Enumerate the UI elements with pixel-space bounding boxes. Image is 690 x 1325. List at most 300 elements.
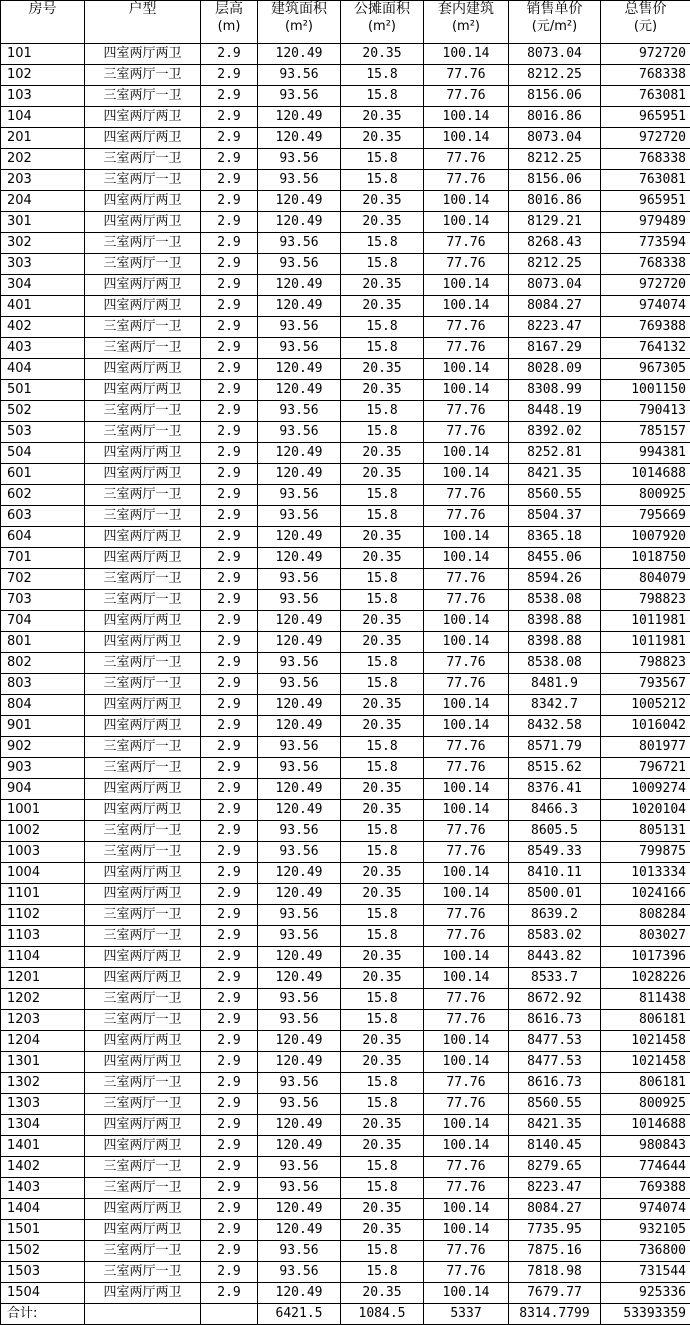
cell-build-area: 120.49	[258, 107, 341, 128]
cell-unit-price: 7818.98	[509, 1262, 601, 1283]
cell-room: 1504	[1, 1283, 85, 1304]
cell-shared-area: 15.8	[341, 170, 424, 191]
cell-room: 101	[1, 44, 85, 65]
cell-build-area: 93.56	[258, 170, 341, 191]
cell-build-area: 120.49	[258, 380, 341, 401]
cell-unit-price: 8672.92	[509, 989, 601, 1010]
cell-inner-area: 77.76	[424, 1094, 509, 1115]
cell-room: 1201	[1, 968, 85, 989]
cell-type: 四室两厅两卫	[85, 947, 201, 968]
cell-inner-area: 77.76	[424, 506, 509, 527]
cell-shared-area: 15.8	[341, 65, 424, 86]
cell-height: 2.9	[201, 1262, 258, 1283]
cell-shared-area: 20.35	[341, 527, 424, 548]
cell-unit-price: 8583.02	[509, 926, 601, 947]
cell-height: 2.9	[201, 149, 258, 170]
cell-build-area: 93.56	[258, 905, 341, 926]
cell-unit-price: 8212.25	[509, 149, 601, 170]
cell-height: 2.9	[201, 989, 258, 1010]
cell-room: 804	[1, 695, 85, 716]
cell-room: 1202	[1, 989, 85, 1010]
cell-shared-area: 15.8	[341, 401, 424, 422]
cell-room: 1004	[1, 863, 85, 884]
header-build-area: 建筑面积 (m²)	[258, 1, 341, 44]
header-room: 房号	[1, 1, 85, 44]
table-row	[1, 128, 690, 149]
cell-shared-area: 15.8	[341, 821, 424, 842]
cell-unit-price: 8308.99	[509, 380, 601, 401]
cell-build-area: 93.56	[258, 1178, 341, 1199]
cell-height: 2.9	[201, 695, 258, 716]
cell-room: 303	[1, 254, 85, 275]
cell-unit-price: 7875.16	[509, 1241, 601, 1262]
cell-height: 2.9	[201, 65, 258, 86]
cell-build-area: 93.56	[258, 1157, 341, 1178]
header-row	[1, 1, 690, 44]
cell-shared-area: 15.8	[341, 905, 424, 926]
cell-build-area: 93.56	[258, 821, 341, 842]
cell-inner-area: 100.14	[424, 443, 509, 464]
cell-build-area: 120.49	[258, 191, 341, 212]
cell-unit-price: 8448.19	[509, 401, 601, 422]
cell-total-price: 1021458	[601, 1031, 690, 1052]
table-row	[1, 191, 690, 212]
cell-build-area: 93.56	[258, 254, 341, 275]
cell-room: 1002	[1, 821, 85, 842]
cell-height: 2.9	[201, 905, 258, 926]
cell-room: 1302	[1, 1073, 85, 1094]
cell-build-area: 93.56	[258, 338, 341, 359]
cell-inner-area: 100.14	[424, 275, 509, 296]
cell-room: 701	[1, 548, 85, 569]
cell-inner-area: 77.76	[424, 422, 509, 443]
cell-inner-area: 100.14	[424, 1031, 509, 1052]
cell-total-price: 801977	[601, 737, 690, 758]
cell-total-price: 925336	[601, 1283, 690, 1304]
cell-unit-price: 8167.29	[509, 338, 601, 359]
cell-build-area: 120.49	[258, 611, 341, 632]
cell-height: 2.9	[201, 863, 258, 884]
cell-type: 三室两厅一卫	[85, 821, 201, 842]
cell-room: 504	[1, 443, 85, 464]
cell-type: 三室两厅一卫	[85, 401, 201, 422]
cell-unit-price: 8560.55	[509, 485, 601, 506]
cell-total-price: 731544	[601, 1262, 690, 1283]
cell-inner-area: 77.76	[424, 1010, 509, 1031]
cell-height: 2.9	[201, 779, 258, 800]
cell-room: 1304	[1, 1115, 85, 1136]
cell-height: 2.9	[201, 401, 258, 422]
cell-unit-price: 8279.65	[509, 1157, 601, 1178]
cell-unit-price: 8376.41	[509, 779, 601, 800]
cell-unit-price: 8268.43	[509, 233, 601, 254]
cell-unit-price: 8398.88	[509, 632, 601, 653]
cell-shared-area: 15.8	[341, 653, 424, 674]
cell-shared-area: 20.35	[341, 863, 424, 884]
cell-shared-area: 15.8	[341, 317, 424, 338]
cell-shared-area: 15.8	[341, 485, 424, 506]
cell-height: 2.9	[201, 968, 258, 989]
cell-type: 三室两厅一卫	[85, 149, 201, 170]
cell-type: 三室两厅一卫	[85, 1262, 201, 1283]
cell-height: 2.9	[201, 233, 258, 254]
cell-shared-area: 15.8	[341, 1073, 424, 1094]
cell-build-area: 120.49	[258, 863, 341, 884]
cell-build-area: 93.56	[258, 65, 341, 86]
table-row	[1, 611, 690, 632]
cell-build-area: 93.56	[258, 233, 341, 254]
cell-unit-price: 8421.35	[509, 1115, 601, 1136]
cell-build-area: 120.49	[258, 548, 341, 569]
cell-height: 2.9	[201, 1157, 258, 1178]
cell-shared-area: 20.35	[341, 191, 424, 212]
cell-total-price: 1007920	[601, 527, 690, 548]
cell-total-price: 796721	[601, 758, 690, 779]
cell-build-area: 120.49	[258, 464, 341, 485]
cell-unit-price: 8129.21	[509, 212, 601, 233]
cell-shared-area: 15.8	[341, 506, 424, 527]
table-row	[1, 863, 690, 884]
cell-inner-area: 77.76	[424, 254, 509, 275]
cell-total-price: 1020104	[601, 800, 690, 821]
cell-build-area: 120.49	[258, 359, 341, 380]
table-row	[1, 842, 690, 863]
cell-type: 三室两厅一卫	[85, 1010, 201, 1031]
cell-build-area: 120.49	[258, 527, 341, 548]
table-row	[1, 254, 690, 275]
cell-height: 2.9	[201, 443, 258, 464]
cell-inner-area: 77.76	[424, 737, 509, 758]
cell-total-price: 806181	[601, 1010, 690, 1031]
cell-room: 903	[1, 758, 85, 779]
cell-total-price: 972720	[601, 275, 690, 296]
cell-type: 三室两厅一卫	[85, 737, 201, 758]
cell-inner-area: 77.76	[424, 674, 509, 695]
cell-height: 2.9	[201, 422, 258, 443]
cell-build-area: 120.49	[258, 1136, 341, 1157]
summary-inner-area: 5337	[424, 1304, 509, 1325]
cell-unit-price: 7735.95	[509, 1220, 601, 1241]
cell-type: 四室两厅两卫	[85, 1031, 201, 1052]
summary-row	[1, 1304, 690, 1325]
cell-inner-area: 77.76	[424, 338, 509, 359]
cell-inner-area: 100.14	[424, 884, 509, 905]
cell-total-price: 773594	[601, 233, 690, 254]
table-row	[1, 590, 690, 611]
cell-total-price: 1011981	[601, 611, 690, 632]
cell-inner-area: 77.76	[424, 821, 509, 842]
table-row	[1, 464, 690, 485]
cell-height: 2.9	[201, 359, 258, 380]
cell-unit-price: 8477.53	[509, 1052, 601, 1073]
cell-total-price: 1017396	[601, 947, 690, 968]
cell-type: 三室两厅一卫	[85, 569, 201, 590]
table-row	[1, 485, 690, 506]
cell-room: 604	[1, 527, 85, 548]
cell-inner-area: 100.14	[424, 128, 509, 149]
cell-total-price: 795669	[601, 506, 690, 527]
cell-room: 1101	[1, 884, 85, 905]
cell-height: 2.9	[201, 716, 258, 737]
cell-height: 2.9	[201, 527, 258, 548]
cell-room: 1102	[1, 905, 85, 926]
table-row	[1, 674, 690, 695]
cell-shared-area: 15.8	[341, 569, 424, 590]
header-height: 层高 (m)	[201, 1, 258, 44]
cell-shared-area: 20.35	[341, 296, 424, 317]
cell-inner-area: 77.76	[424, 233, 509, 254]
table-row	[1, 779, 690, 800]
summary-unit-price: 8314.7799	[509, 1304, 601, 1325]
cell-total-price: 806181	[601, 1073, 690, 1094]
header-unit-price-unit: (元/m²)	[511, 18, 598, 35]
cell-total-price: 799875	[601, 842, 690, 863]
cell-room: 104	[1, 107, 85, 128]
cell-build-area: 93.56	[258, 485, 341, 506]
cell-shared-area: 20.35	[341, 947, 424, 968]
cell-shared-area: 15.8	[341, 842, 424, 863]
cell-shared-area: 15.8	[341, 338, 424, 359]
cell-shared-area: 20.35	[341, 800, 424, 821]
cell-total-price: 768338	[601, 254, 690, 275]
table-row	[1, 1283, 690, 1304]
cell-unit-price: 8515.62	[509, 758, 601, 779]
table-row	[1, 1115, 690, 1136]
table-row	[1, 170, 690, 191]
cell-height: 2.9	[201, 254, 258, 275]
cell-build-area: 120.49	[258, 212, 341, 233]
cell-build-area: 93.56	[258, 1010, 341, 1031]
cell-inner-area: 77.76	[424, 401, 509, 422]
cell-total-price: 1014688	[601, 1115, 690, 1136]
cell-build-area: 93.56	[258, 1073, 341, 1094]
cell-inner-area: 100.14	[424, 548, 509, 569]
cell-shared-area: 20.35	[341, 212, 424, 233]
cell-shared-area: 15.8	[341, 1157, 424, 1178]
table-row	[1, 1073, 690, 1094]
cell-build-area: 93.56	[258, 1241, 341, 1262]
cell-inner-area: 100.14	[424, 611, 509, 632]
cell-height: 2.9	[201, 212, 258, 233]
cell-build-area: 120.49	[258, 128, 341, 149]
cell-build-area: 93.56	[258, 401, 341, 422]
cell-inner-area: 77.76	[424, 842, 509, 863]
cell-height: 2.9	[201, 1136, 258, 1157]
cell-type: 三室两厅一卫	[85, 926, 201, 947]
cell-height: 2.9	[201, 758, 258, 779]
cell-unit-price: 8538.08	[509, 653, 601, 674]
cell-height: 2.9	[201, 1199, 258, 1220]
cell-inner-area: 77.76	[424, 485, 509, 506]
cell-shared-area: 15.8	[341, 1094, 424, 1115]
cell-height: 2.9	[201, 128, 258, 149]
cell-unit-price: 8477.53	[509, 1031, 601, 1052]
cell-total-price: 1001150	[601, 380, 690, 401]
cell-build-area: 93.56	[258, 506, 341, 527]
table-row	[1, 1031, 690, 1052]
header-shared-area: 公摊面积 (m²)	[341, 1, 424, 44]
cell-room: 1404	[1, 1199, 85, 1220]
cell-inner-area: 100.14	[424, 44, 509, 65]
cell-type: 四室两厅两卫	[85, 1283, 201, 1304]
cell-height: 2.9	[201, 296, 258, 317]
cell-unit-price: 8533.7	[509, 968, 601, 989]
cell-height: 2.9	[201, 548, 258, 569]
cell-shared-area: 15.8	[341, 254, 424, 275]
cell-inner-area: 77.76	[424, 1157, 509, 1178]
cell-total-price: 800925	[601, 1094, 690, 1115]
cell-height: 2.9	[201, 86, 258, 107]
table-row	[1, 905, 690, 926]
cell-height: 2.9	[201, 1010, 258, 1031]
cell-unit-price: 8421.35	[509, 464, 601, 485]
cell-build-area: 120.49	[258, 968, 341, 989]
table-row	[1, 380, 690, 401]
cell-room: 1104	[1, 947, 85, 968]
table-row	[1, 1052, 690, 1073]
cell-room: 403	[1, 338, 85, 359]
cell-inner-area: 77.76	[424, 149, 509, 170]
cell-height: 2.9	[201, 1052, 258, 1073]
cell-unit-price: 8432.58	[509, 716, 601, 737]
table-row	[1, 737, 690, 758]
cell-type: 三室两厅一卫	[85, 1157, 201, 1178]
cell-type: 四室两厅两卫	[85, 464, 201, 485]
cell-unit-price: 7679.77	[509, 1283, 601, 1304]
cell-height: 2.9	[201, 275, 258, 296]
cell-height: 2.9	[201, 107, 258, 128]
cell-shared-area: 20.35	[341, 779, 424, 800]
cell-height: 2.9	[201, 653, 258, 674]
cell-inner-area: 100.14	[424, 695, 509, 716]
table-row	[1, 569, 690, 590]
cell-type: 四室两厅两卫	[85, 632, 201, 653]
cell-shared-area: 20.35	[341, 1283, 424, 1304]
cell-unit-price: 8605.5	[509, 821, 601, 842]
cell-build-area: 93.56	[258, 422, 341, 443]
cell-build-area: 93.56	[258, 590, 341, 611]
cell-total-price: 1024166	[601, 884, 690, 905]
cell-unit-price: 8252.81	[509, 443, 601, 464]
cell-room: 1003	[1, 842, 85, 863]
cell-build-area: 93.56	[258, 758, 341, 779]
cell-type: 四室两厅两卫	[85, 443, 201, 464]
cell-inner-area: 100.14	[424, 1115, 509, 1136]
cell-room: 602	[1, 485, 85, 506]
cell-build-area: 93.56	[258, 989, 341, 1010]
cell-total-price: 1018750	[601, 548, 690, 569]
cell-inner-area: 100.14	[424, 107, 509, 128]
cell-inner-area: 100.14	[424, 1283, 509, 1304]
cell-room: 1103	[1, 926, 85, 947]
cell-total-price: 965951	[601, 191, 690, 212]
table-row	[1, 695, 690, 716]
cell-shared-area: 20.35	[341, 464, 424, 485]
cell-height: 2.9	[201, 821, 258, 842]
cell-type: 三室两厅一卫	[85, 1241, 201, 1262]
cell-total-price: 790413	[601, 401, 690, 422]
header-inner-area-unit: (m²)	[426, 18, 506, 35]
cell-type: 四室两厅两卫	[85, 275, 201, 296]
cell-type: 三室两厅一卫	[85, 233, 201, 254]
table-row	[1, 716, 690, 737]
cell-build-area: 120.49	[258, 884, 341, 905]
table-row	[1, 233, 690, 254]
cell-shared-area: 15.8	[341, 989, 424, 1010]
table-row	[1, 926, 690, 947]
header-type: 户型	[85, 1, 201, 44]
cell-type: 三室两厅一卫	[85, 254, 201, 275]
cell-shared-area: 20.35	[341, 275, 424, 296]
cell-inner-area: 77.76	[424, 989, 509, 1010]
header-total-price: 总售价 (元)	[601, 1, 690, 44]
cell-room: 404	[1, 359, 85, 380]
cell-unit-price: 8560.55	[509, 1094, 601, 1115]
cell-unit-price: 8398.88	[509, 611, 601, 632]
cell-type: 四室两厅两卫	[85, 107, 201, 128]
cell-inner-area: 77.76	[424, 86, 509, 107]
cell-height: 2.9	[201, 926, 258, 947]
table-row	[1, 989, 690, 1010]
table-row	[1, 65, 690, 86]
cell-build-area: 120.49	[258, 716, 341, 737]
cell-room: 301	[1, 212, 85, 233]
cell-height: 2.9	[201, 1094, 258, 1115]
cell-unit-price: 8084.27	[509, 1199, 601, 1220]
cell-build-area: 120.49	[258, 632, 341, 653]
cell-unit-price: 8073.04	[509, 44, 601, 65]
cell-build-area: 120.49	[258, 947, 341, 968]
cell-shared-area: 15.8	[341, 1010, 424, 1031]
cell-height: 2.9	[201, 1115, 258, 1136]
cell-shared-area: 15.8	[341, 86, 424, 107]
cell-total-price: 1005212	[601, 695, 690, 716]
summary-type	[85, 1304, 201, 1325]
header-total-price-unit: (元)	[603, 18, 688, 35]
cell-total-price: 1009274	[601, 779, 690, 800]
table-row	[1, 1220, 690, 1241]
header-inner-area: 套内建筑 (m²)	[424, 1, 509, 44]
cell-total-price: 774644	[601, 1157, 690, 1178]
cell-type: 三室两厅一卫	[85, 674, 201, 695]
cell-type: 三室两厅一卫	[85, 338, 201, 359]
cell-shared-area: 20.35	[341, 128, 424, 149]
cell-inner-area: 77.76	[424, 926, 509, 947]
cell-height: 2.9	[201, 485, 258, 506]
cell-type: 三室两厅一卫	[85, 170, 201, 191]
cell-type: 四室两厅两卫	[85, 779, 201, 800]
cell-inner-area: 100.14	[424, 779, 509, 800]
cell-total-price: 1028226	[601, 968, 690, 989]
cell-unit-price: 8549.33	[509, 842, 601, 863]
cell-type: 四室两厅两卫	[85, 1136, 201, 1157]
cell-unit-price: 8410.11	[509, 863, 601, 884]
cell-shared-area: 20.35	[341, 1052, 424, 1073]
cell-inner-area: 77.76	[424, 905, 509, 926]
cell-room: 402	[1, 317, 85, 338]
cell-shared-area: 15.8	[341, 590, 424, 611]
cell-unit-price: 8443.82	[509, 947, 601, 968]
cell-total-price: 736800	[601, 1241, 690, 1262]
cell-unit-price: 8156.06	[509, 86, 601, 107]
cell-room: 203	[1, 170, 85, 191]
table-row	[1, 86, 690, 107]
cell-inner-area: 77.76	[424, 1241, 509, 1262]
cell-inner-area: 100.14	[424, 191, 509, 212]
cell-build-area: 120.49	[258, 779, 341, 800]
cell-type: 四室两厅两卫	[85, 44, 201, 65]
cell-shared-area: 20.35	[341, 1136, 424, 1157]
